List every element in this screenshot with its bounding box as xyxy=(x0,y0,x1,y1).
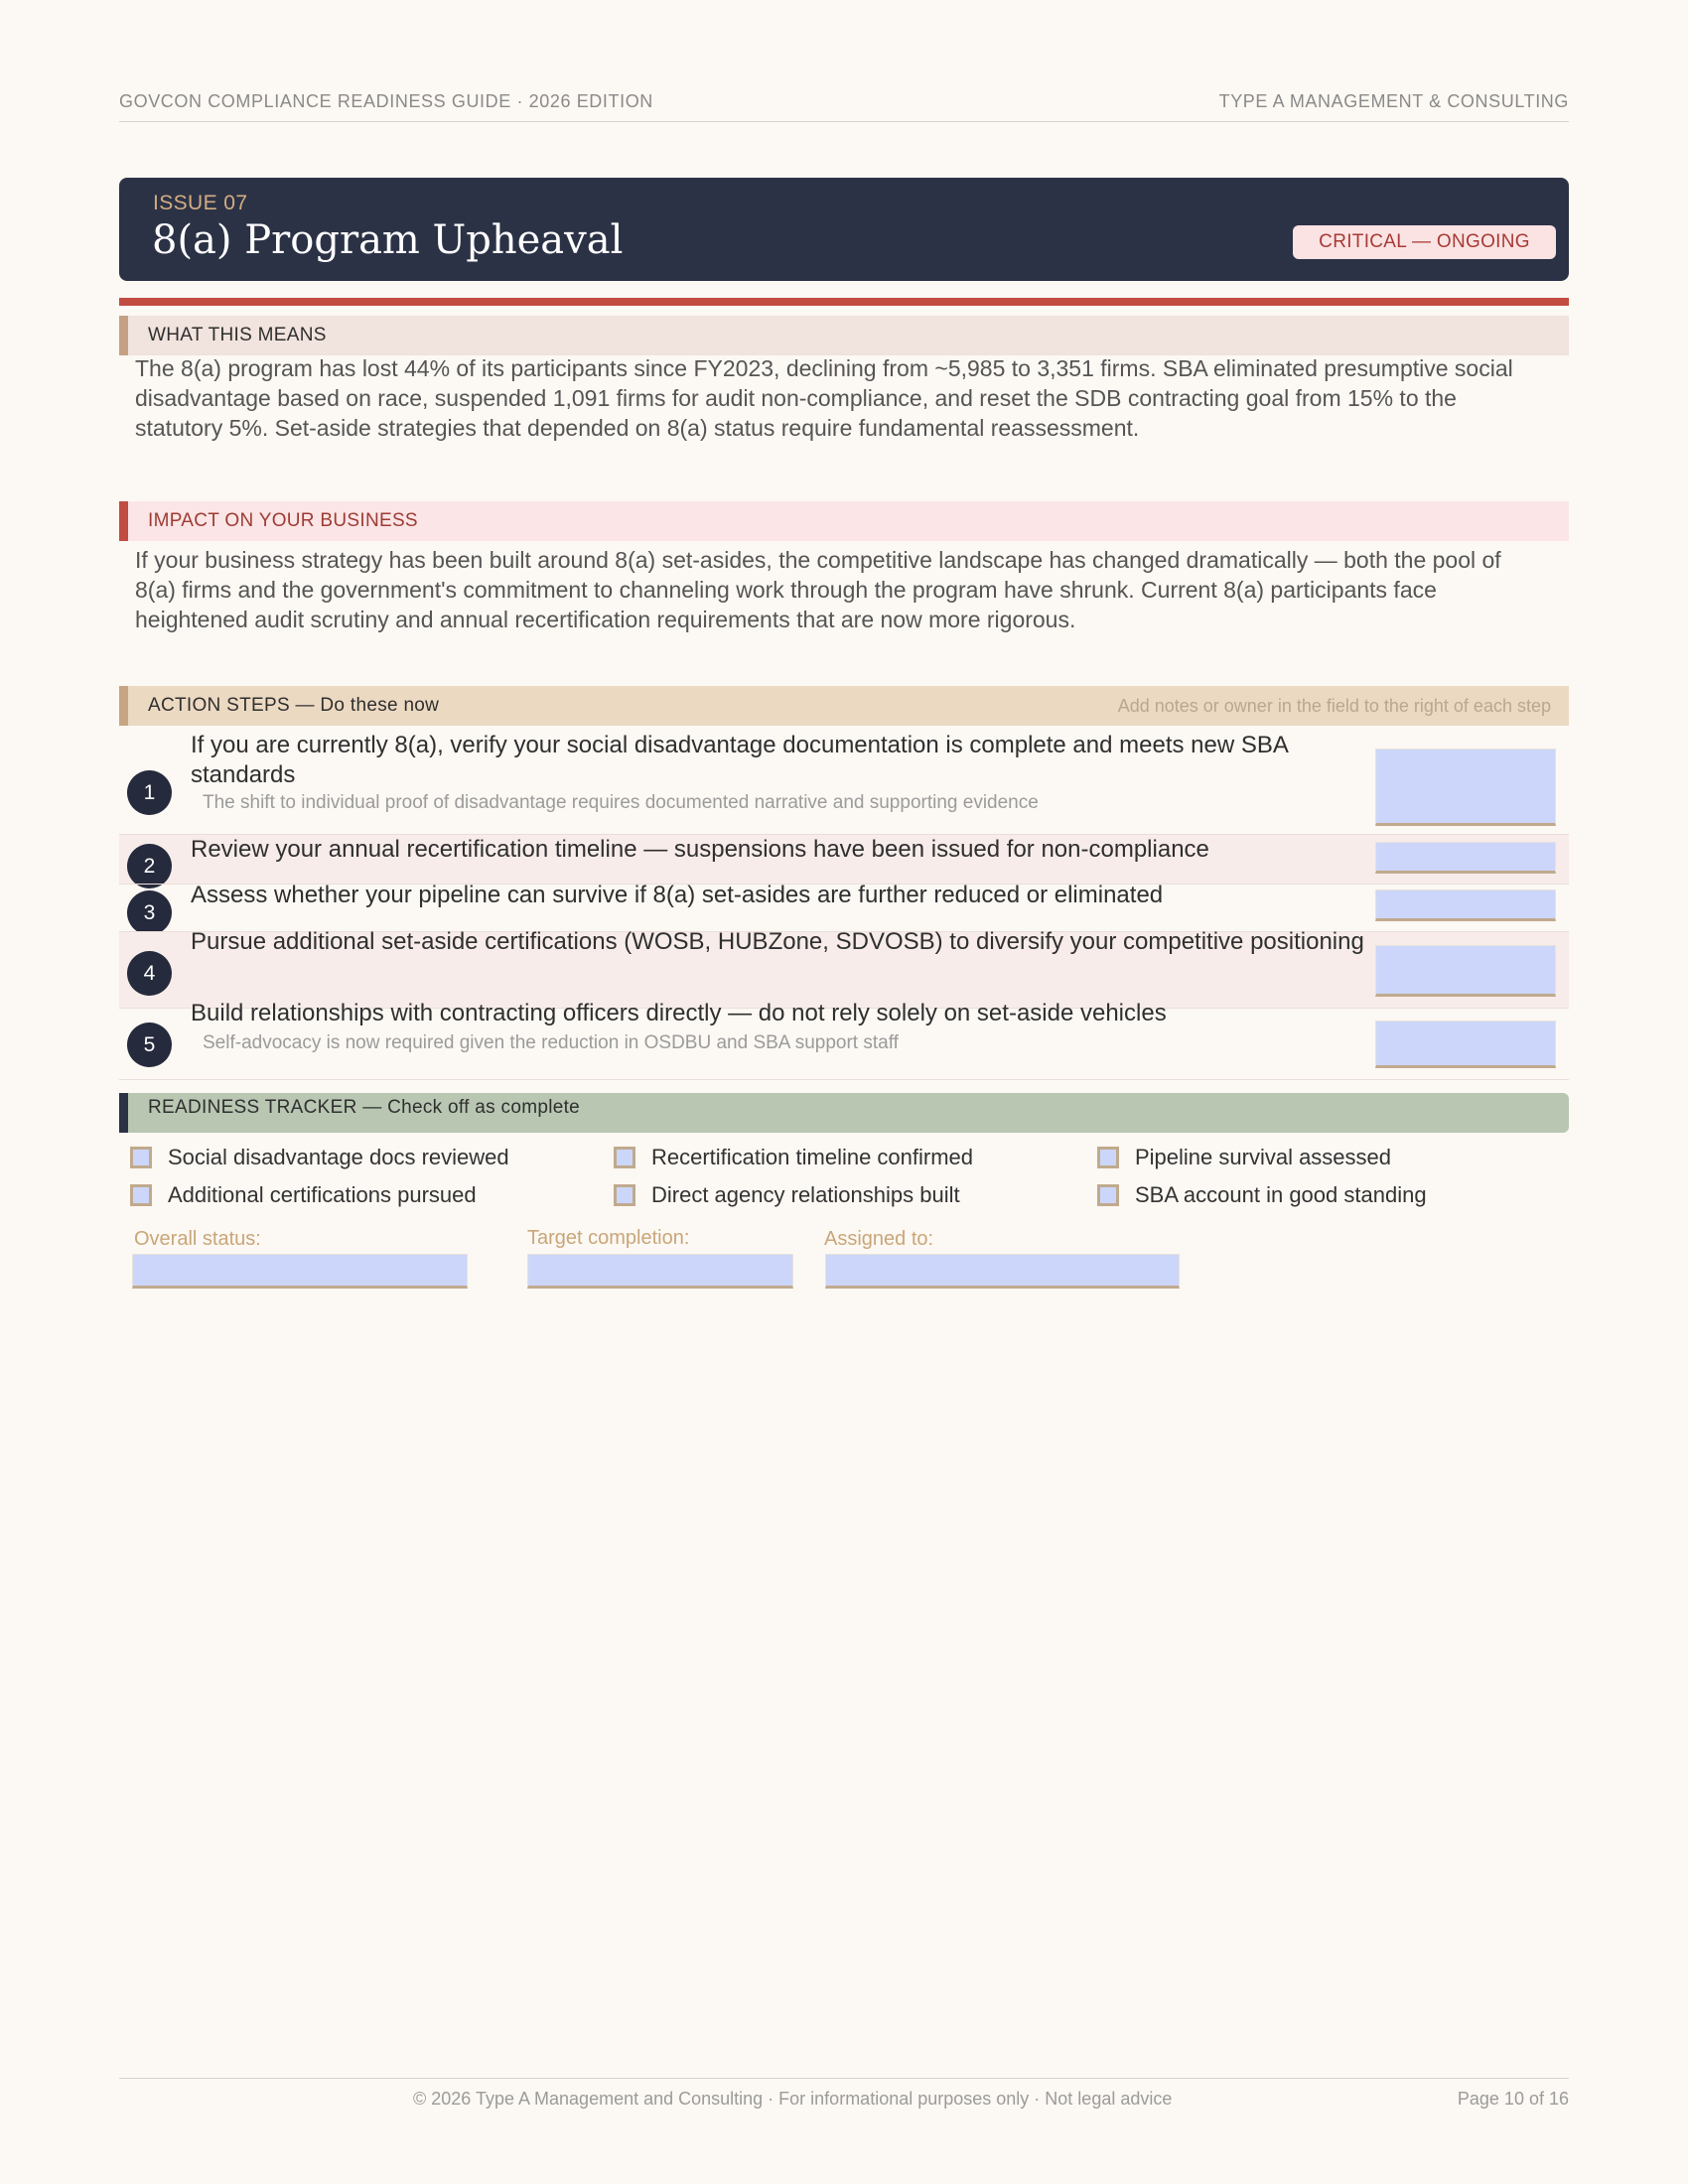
step-2-notes-field[interactable] xyxy=(1375,842,1556,874)
step-number-badge: 3 xyxy=(127,890,172,935)
step-text: Review your annual recertification timeline — suspensions have been issued for non-compliance xyxy=(191,836,1209,863)
step-text: If you are currently 8(a), verify your social disadvantage documentation is complete and meets new SBA standards xyxy=(191,732,1288,788)
step-text: Build relationships with contracting officers directly — do not rely solely on set-aside vehicles xyxy=(191,1000,1167,1026)
target-completion-field[interactable] xyxy=(527,1254,793,1289)
step-note: Self-advocacy is now required given the reduction in OSDBU and SBA support staff xyxy=(203,1032,899,1053)
footer-copyright: © 2026 Type A Management and Consulting · For informational purposes only · Not legal advice xyxy=(413,2089,1173,2109)
tracker-item-label: Recertification timeline confirmed xyxy=(651,1145,974,1169)
step-divider xyxy=(119,1079,1569,1080)
checkbox[interactable] xyxy=(614,1147,635,1168)
section-readiness-tracker xyxy=(119,1093,1569,1133)
step-text: Assess whether your pipeline can survive if 8(a) set-asides are further reduced or eliminated xyxy=(191,882,1164,908)
step-4-notes-field[interactable] xyxy=(1375,945,1556,997)
action-step-4 xyxy=(119,928,1569,1008)
overall-status-field[interactable] xyxy=(132,1254,468,1289)
action-step-5 xyxy=(119,1000,1569,1079)
assigned-to-label: Assigned to: xyxy=(824,1228,934,1250)
checkbox[interactable] xyxy=(614,1184,635,1206)
step-1-notes-field[interactable] xyxy=(1375,749,1556,826)
checkbox[interactable] xyxy=(130,1184,152,1206)
step-3-notes-field[interactable] xyxy=(1375,889,1556,921)
step-note: The shift to individual proof of disadvantage requires documented narrative and supporting evidence xyxy=(203,792,1039,813)
page-number: Page 10 of 16 xyxy=(1457,2089,1569,2109)
impact-body: If your business strategy has been built around 8(a) set-asides, the competitive landscape has changed dramatically — both the pool of 8(a) firms and the government's commitment to channeling work through the program have shrunk. Current 8(a) participants face heightened audit scrutiny and annual recertification requirements that are now more rigorous. xyxy=(135,547,1501,632)
status-badge: CRITICAL — ONGOING xyxy=(1293,225,1556,259)
step-5-notes-field[interactable] xyxy=(1375,1021,1556,1068)
action-steps-hint: Add notes or owner in the field to the right of each step xyxy=(1117,696,1551,716)
critical-rule xyxy=(119,298,1569,306)
tracker-item-label: Pipeline survival assessed xyxy=(1135,1145,1392,1169)
step-text: Pursue additional set-aside certifications (WOSB, HUBZone, SDVOSB) to diversify your competitive positioning xyxy=(191,928,1364,955)
guide-title: GOVCON COMPLIANCE READINESS GUIDE · 2026 EDITION xyxy=(119,91,653,111)
tracker-item-label: SBA account in good standing xyxy=(1135,1182,1427,1207)
tracker-item-label: Additional certifications pursued xyxy=(168,1182,477,1207)
company-name: TYPE A MANAGEMENT & CONSULTING xyxy=(1218,91,1569,111)
section-heading: WHAT THIS MEANS xyxy=(148,325,327,345)
step-number-badge: 2 xyxy=(127,844,172,888)
page-title: 8(a) Program Upheaval xyxy=(152,217,624,263)
issue-number: ISSUE 07 xyxy=(153,192,248,214)
what-this-means-body: The 8(a) program has lost 44% of its participants since FY2023, declining from ~5,985 to 3,351 firms. SBA eliminated presumptive social disadvantage based on race, suspended 1,091 firms for audit non-compliance, and reset the SDB contracting goal from 15% to the statutory 5%. Set-aside strategies that depended on 8(a) status require fundamental reassessment. xyxy=(135,355,1513,441)
step-number-badge: 1 xyxy=(127,770,172,815)
section-impact xyxy=(119,501,1569,541)
page-footer xyxy=(119,2078,1569,2118)
tracker-item-label: Direct agency relationships built xyxy=(651,1182,960,1207)
issue-banner xyxy=(119,178,1569,281)
step-number-badge: 4 xyxy=(127,951,172,996)
target-completion-label: Target completion: xyxy=(527,1227,690,1249)
step-number-badge: 5 xyxy=(127,1023,172,1067)
assigned-to-field[interactable] xyxy=(825,1254,1180,1289)
section-what-this-means xyxy=(119,316,1569,355)
section-action-steps xyxy=(119,686,1569,726)
checkbox[interactable] xyxy=(1097,1147,1119,1168)
section-heading: IMPACT ON YOUR BUSINESS xyxy=(148,510,418,531)
page-header xyxy=(119,89,1569,122)
section-heading: ACTION STEPS — Do these now xyxy=(148,695,440,716)
checkbox[interactable] xyxy=(1097,1184,1119,1206)
action-step-1 xyxy=(119,731,1569,833)
overall-status-label: Overall status: xyxy=(134,1228,261,1250)
tracker-item-label: Social disadvantage docs reviewed xyxy=(168,1145,509,1169)
section-heading: READINESS TRACKER — Check off as complete xyxy=(148,1097,581,1118)
action-step-2 xyxy=(119,835,1569,884)
checkbox[interactable] xyxy=(130,1147,152,1168)
action-step-3 xyxy=(119,882,1569,931)
